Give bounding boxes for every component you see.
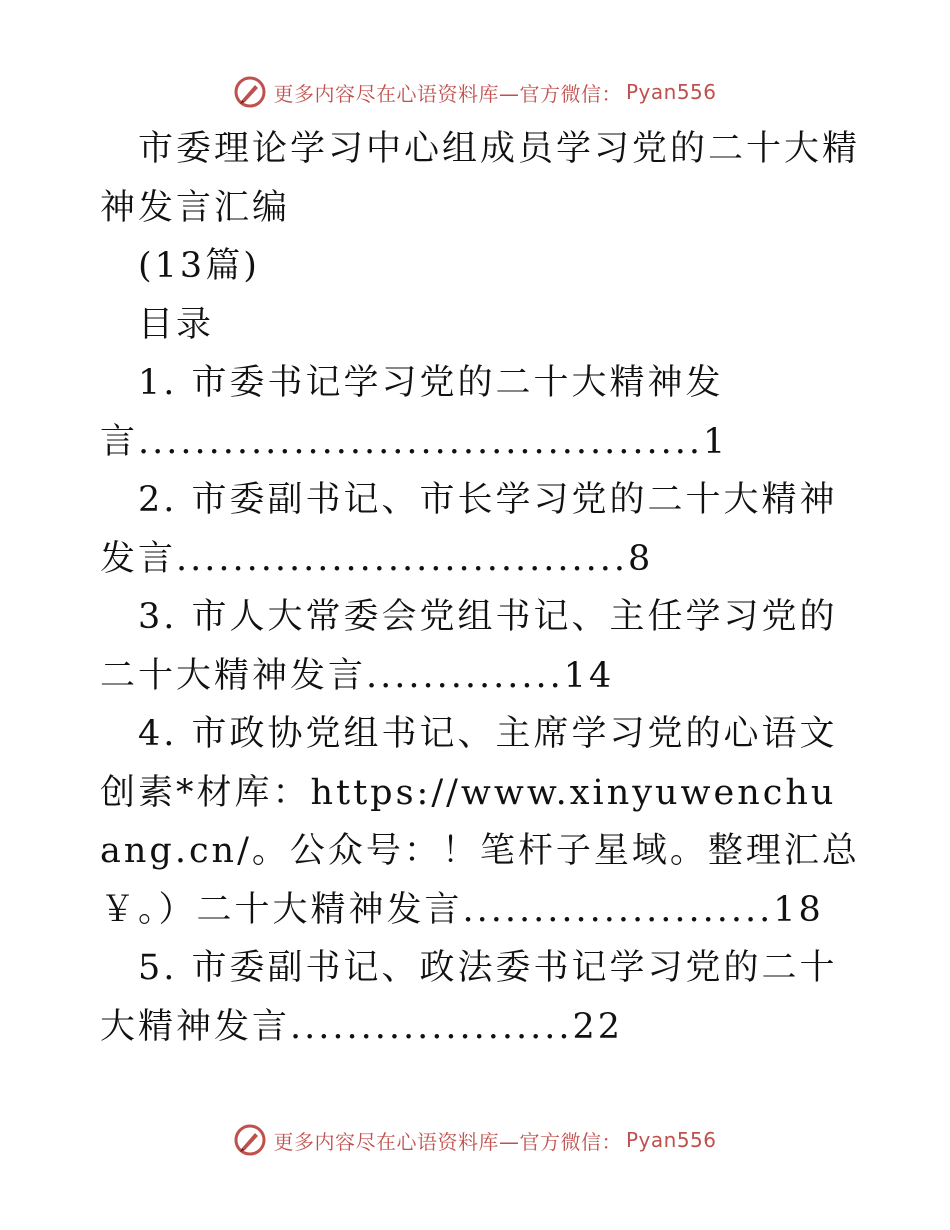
document-title: 市委理论学习中心组成员学习党的二十大精神发言汇编	[100, 129, 861, 228]
toc-entry-3[interactable]: 3. 市人大常委会党组书记、主任学习党的二十大精神发言..............14	[100, 597, 838, 696]
toc-heading: 目录	[138, 304, 215, 345]
header-watermark	[0, 72, 950, 112]
toc-entry-4[interactable]: 4. 市政协党组书记、主席学习党的心语文创素*材库：https://www.xinyuwenchuang.cn/。公众号：！笔杆子星域。整理汇总￥。）二十大精神发言......................18	[100, 714, 860, 930]
pen-logo-icon	[233, 1123, 267, 1157]
toc-entry-5[interactable]: 5. 市委副书记、政法委书记学习党的二十大精神发言....................22	[100, 948, 838, 1047]
toc-entry-1[interactable]: 1. 市委书记学习党的二十大精神发言........................................1	[100, 363, 729, 462]
pen-logo-icon	[233, 75, 267, 109]
watermark-account: Pyan556	[625, 1128, 717, 1152]
footer-watermark	[0, 1120, 950, 1160]
watermark-text: 更多内容尽在心语资料库—官方微信：	[273, 81, 622, 106]
watermark-account: Pyan556	[625, 80, 717, 104]
document-body	[100, 120, 860, 1056]
toc-entry-2[interactable]: 2. 市委副书记、市长学习党的二十大精神发言................................8	[100, 480, 838, 579]
document-count: (13篇)	[138, 246, 260, 286]
watermark-text: 更多内容尽在心语资料库—官方微信：	[273, 1129, 622, 1154]
